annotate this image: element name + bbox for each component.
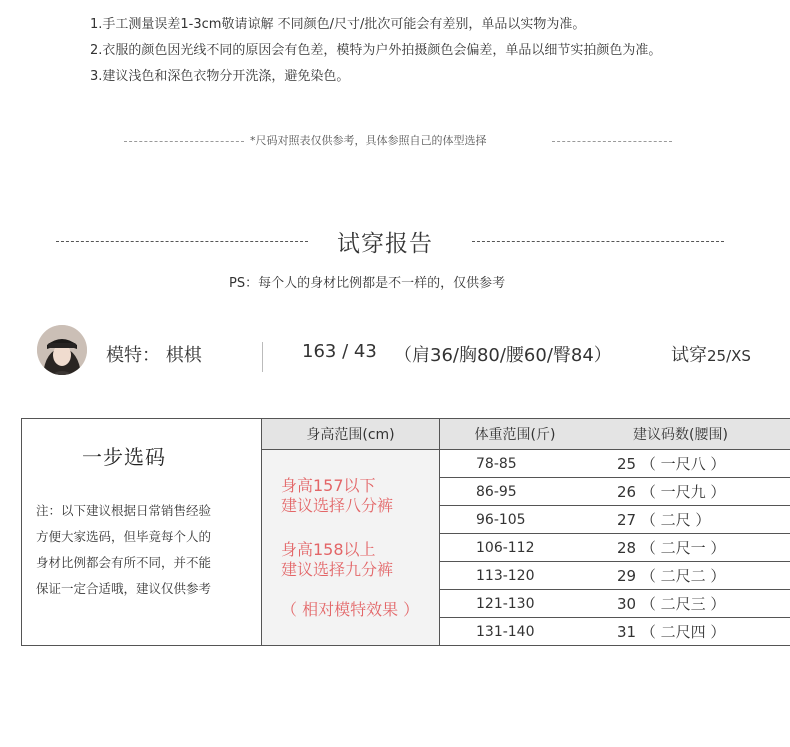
table-row <box>440 450 790 478</box>
weight-cell: 121-130 <box>476 595 535 612</box>
size-cell: 26 （ 一尺九 ） <box>617 483 726 501</box>
size-reference-note: *尺码对照表仅供参考，具体参照自己的体型选择 <box>250 134 487 147</box>
advice-tall-height: 身高158以上 <box>281 540 376 559</box>
table-row <box>440 590 790 618</box>
weight-cell: 106-112 <box>476 539 535 556</box>
fit-label: 试穿 <box>671 345 707 366</box>
header-weight-range <box>440 419 790 450</box>
advice-short-pants: 建议选择八分裤 <box>281 496 394 515</box>
disclaimer-line: 注：以下建议根据日常销售经验 <box>36 503 212 518</box>
advice-tall-pants: 建议选择九分裤 <box>281 560 394 579</box>
size-cell: 31 （ 二尺四 ） <box>617 623 726 641</box>
advice-short-height: 身高157以下 <box>281 476 376 495</box>
header-weight-label: 体重范围(斤) <box>474 427 556 443</box>
note-line: 1.手工测量误差1-3cm敬请谅解 不同颜色/尺寸/批次可能会有差别，单品以实物为准。 <box>90 17 586 32</box>
model-fit <box>671 341 751 367</box>
vertical-separator <box>262 342 263 372</box>
weight-cell: 96-105 <box>476 511 526 528</box>
size-cell: 27 （ 二尺 ） <box>617 511 711 529</box>
note-line: 2.衣服的颜色因光线不同的原因会有色差，模特为户外拍摄颜色会偏差，单品以细节实拍颜色为准。 <box>90 43 662 58</box>
size-guide-intro <box>22 419 262 646</box>
dashed-divider-left <box>124 141 244 142</box>
notes-block <box>90 12 661 90</box>
model-avatar <box>37 325 87 375</box>
disclaimer-line: 身材比例都会有所不同，并不能 <box>36 555 212 570</box>
size-cell: 29 （ 二尺二 ） <box>617 567 726 585</box>
weight-cell: 131-140 <box>476 623 535 640</box>
fit-size: 25/XS <box>707 347 751 365</box>
size-cell: 28 （ 二尺一 ） <box>617 539 726 557</box>
model-measurements: （肩36/胸80/腰60/臀84） <box>394 345 612 366</box>
size-cell: 25 （ 一尺八 ） <box>617 455 726 473</box>
model-name-value: 棋棋 <box>165 345 202 366</box>
table-row <box>440 534 790 562</box>
section-title: 试穿报告 <box>337 231 433 257</box>
size-cell: 30 （ 二尺三 ） <box>617 595 726 613</box>
title-dashed-line-right <box>472 241 724 242</box>
dashed-divider-right <box>552 141 672 142</box>
header-height-range: 身高范围(cm) <box>262 419 440 450</box>
weight-cell: 86-95 <box>476 483 517 500</box>
table-row <box>440 478 790 506</box>
advice-note: （ 相对模特效果 ） <box>281 600 420 619</box>
weight-cell: 78-85 <box>476 455 517 472</box>
weight-cell: 113-120 <box>476 567 535 584</box>
disclaimer-line: 保证一定合适哦，建议仅供参考 <box>36 581 212 596</box>
table-row <box>440 618 790 646</box>
table-title: 一步选码 <box>82 445 166 469</box>
size-chart-table <box>21 418 790 646</box>
ps-note: PS：每个人的身材比例都是不一样的，仅供参考 <box>229 276 506 291</box>
note-line: 3.建议浅色和深色衣物分开洗涤，避免染色。 <box>90 69 350 84</box>
disclaimer-line: 方便大家选码，但毕竟每个人的 <box>36 529 212 544</box>
model-photo <box>37 325 87 375</box>
table-row <box>440 562 790 590</box>
model-name <box>106 341 202 367</box>
model-name-label: 模特： <box>106 345 160 366</box>
disclaimer <box>36 498 261 602</box>
height-advice-cell <box>262 450 440 646</box>
header-size-label: 建议码数(腰围) <box>633 427 728 443</box>
table-row <box>440 506 790 534</box>
model-stats: 163 / 43 <box>302 341 377 362</box>
title-dashed-line-left <box>56 241 308 242</box>
